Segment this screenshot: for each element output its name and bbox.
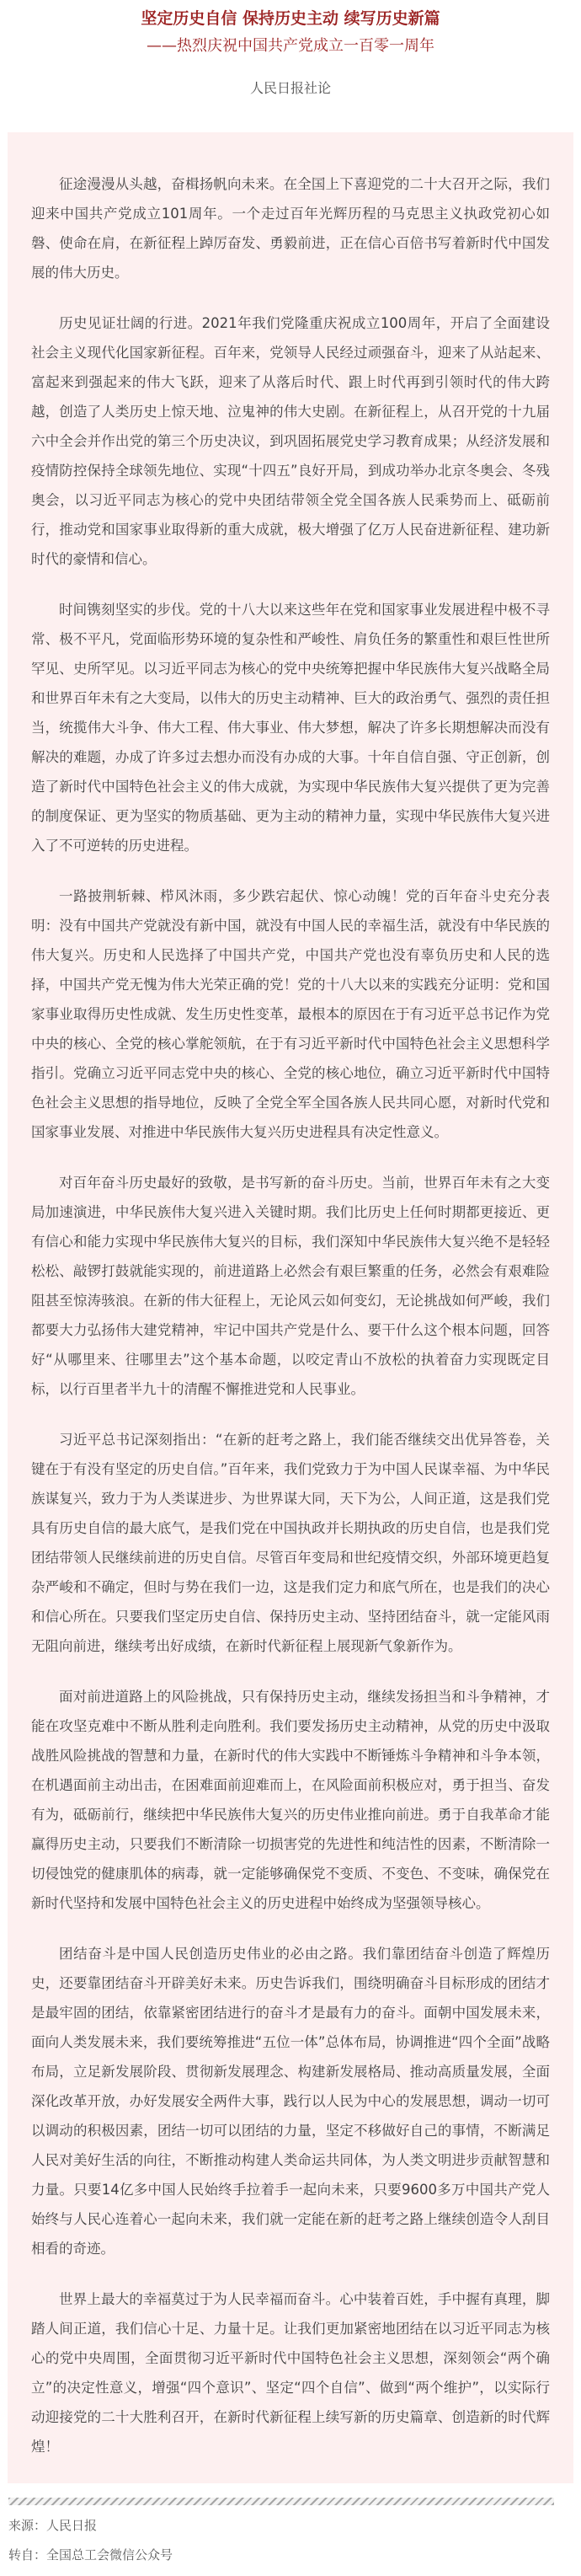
article-paragraph: 对百年奋斗历史最好的致敬，是书写新的奋斗历史。当前，世界百年未有之大变局加速演进，中华民族伟大复兴进入关键时期。我们比历史上任何时期都更接近、更有信心和能力实现中华民族伟大复兴的目标，我们深知中华民族伟大复兴绝不是轻轻松松、敲锣打鼓就能实现的，前进道路上必然会有艰巨繁重的任务，必然会有艰难险阻甚至惊涛骇浪。在新的伟大征程上，无论风云如何变幻，无论挑战如何严峻，我们都要大力弘扬伟大建党精神，牢记中国共产党是什么、要干什么这个根本问题，回答好“从哪里来、往哪里去”这个基本命题，以咬定青山不放松的执着奋力实现既定目标，以行百里者半九十的清醒不懈推进党和人民事业。 [31, 1175, 550, 1397]
repost-line: 转自：全国总工会微信公众号 [8, 2547, 173, 2563]
article-header [0, 0, 581, 98]
source-line: 来源：人民日报 [8, 2518, 98, 2533]
article-paragraph: 征途漫漫从头越，奋楫扬帆向未来。在全国上下喜迎党的二十大召开之际，我们迎来中国共产党成立101周年。一个走过百年光辉历程的马克思主义执政党初心如磐、使命在肩，在新征程上踔厉奋发、勇毅前进，正在信心百倍书写着新时代中国发展的伟大历史。 [31, 176, 550, 281]
article-byline: 人民日报社论 [249, 80, 331, 96]
article-paragraph: 世界上最大的幸福莫过于为人民幸福而奋斗。心中装着百姓，手中握有真理，脚踏人间正道，我们信心十足、力量十足。让我们更加紧密地团结在以习近平同志为核心的党中央周围，全面贯彻习近平新时代中国特色社会主义思想，深刻领会“两个确立”的决定性意义，增强“四个意识”、坚定“四个自信”、做到“两个维护”，以实际行动迎接党的二十大胜利召开，在新时代新征程上续写新的历史篇章、创造新的时代辉煌！ [31, 2291, 550, 2455]
article-footer [0, 2483, 581, 2576]
article-paragraph: 历史见证壮阔的行进。2021年我们党隆重庆祝成立100周年，开启了全面建设社会主义现代化国家新征程。百年来，党领导人民经过顽强奋斗，迎来了从站起来、富起来到强起来的伟大飞跃，迎来了从落后时代、跟上时代再到引领时代的伟大跨越，创造了人类历史上惊天地、泣鬼神的伟大史剧。在新征程上，从召开党的十九届六中全会并作出党的第三个历史决议，到巩固拓展党史学习教育成果；从经济发展和疫情防控保持全球领先地位、实现“十四五”良好开局，到成功举办北京冬奥会、冬残奥会，以习近平同志为核心的党中央团结带领全党全国各族人民乘势而上、砥砺前行，推动党和国家事业取得新的重大成就，极大增强了亿万人民奋进新征程、建功新时代的豪情和信心。 [31, 315, 550, 567]
article-paragraph: 面对前进道路上的风险挑战，只有保持历史主动，继续发扬担当和斗争精神，才能在攻坚克难中不断从胜利走向胜利。我们要发扬历史主动精神，从党的历史中汲取战胜风险挑战的智慧和力量，在新时代的伟大实践中不断锤炼斗争精神和斗争本领，在机遇面前主动出击，在困难面前迎难而上，在风险面前积极应对，勇于担当、奋发有为，砥砺前行，继续把中华民族伟大复兴的历史伟业推向前进。勇于自我革命才能赢得历史主动，只要我们不断清除一切损害党的先进性和纯洁性的因素，不断清除一切侵蚀党的健康肌体的病毒，就一定能够确保党不变质、不变色、不变味，确保党在新时代坚持和发展中国特色社会主义的历史进程中始终成为坚强领导核心。 [31, 1689, 550, 1911]
article-body-panel [8, 132, 573, 2483]
article-subtitle: ——热烈庆祝中国共产党成立一百零一周年 [147, 37, 434, 55]
article-paragraph: 团结奋斗是中国人民创造历史伟业的必由之路。我们靠团结奋斗创造了辉煌历史，还要靠团结奋斗开辟美好未来。历史告诉我们，围绕明确奋斗目标形成的团结才是最牢固的团结，依靠紧密团结进行的奋斗才是最有力的奋斗。面朝中国发展未来，面向人类发展未来，我们要统筹推进“五位一体”总体布局，协调推进“四个全面”战略布局，立足新发展阶段、贯彻新发展理念、构建新发展格局、推动高质量发展，全面深化改革开放，办好发展安全两件大事，践行以人民为中心的发展思想，调动一切可以调动的积极因素，团结一切可以团结的力量，坚定不移做好自己的事情，不断满足人民对美好生活的向往，不断推动构建人类命运共同体，为人类文明进步贡献智慧和力量。只要14亿多中国人民始终手拉着手一起向未来，只要9600多万中国共产党人始终与人民心连着心一起向未来，我们就一定能在新的赶考之路上继续创造令人刮目相看的奇迹。 [31, 1946, 550, 2257]
article-paragraph: 习近平总书记深刻指出：“在新的赶考之路上，我们能否继续交出优异答卷，关键在于有没有坚定的历史自信。”百年来，我们党致力于为中国人民谋幸福、为中华民族谋复兴，致力于为人类谋进步、为世界谋大同，天下为公，人间正道，这是我们党具有历史自信的最大底气，是我们党在中国执政并长期执政的历史自信，也是我们党团结带领人民继续前进的历史自信。尽管百年变局和世纪疫情交织，外部环境更趋复杂严峻和不确定，但时与势在我们一边，这是我们定力和底气所在，也是我们的决心和信心所在。只要我们坚定历史自信、保持历史主动、坚持团结奋斗，就一定能风雨无阻向前进，继续考出好成绩，在新时代新征程上展现新气象新作为。 [31, 1432, 550, 1654]
article-paragraph: 一路披荆斩棘、栉风沐雨，多少跌宕起伏、惊心动魄！党的百年奋斗史充分表明：没有中国共产党就没有新中国，就没有中国人民的幸福生活，就没有中华民族的伟大复兴。历史和人民选择了中国共产党，中国共产党也没有辜负历史和人民的选择，中国共产党无愧为伟大光荣正确的党！党的十八大以来的实践充分证明：党和国家事业取得历史性成就、发生历史性变革，最根本的原因在于有习近平总书记作为党中央的核心、全党的核心掌舵领航，在于有习近平新时代中国特色社会主义思想科学指引。党确立习近平同志党中央的核心、全党的核心地位，确立习近平新时代中国特色社会主义思想的指导地位，反映了全党全军全国各族人民共同心愿，对新时代党和国家事业发展、对推进中华民族伟大复兴历史进程具有决定性意义。 [31, 888, 550, 1140]
article-title: 坚定历史自信 保持历史主动 续写历史新篇 [141, 9, 440, 28]
stripes-divider [8, 2498, 554, 2505]
article-paragraph: 时间镌刻坚实的步伐。党的十八大以来这些年在党和国家事业发展进程中极不寻常、极不平凡，党面临形势环境的复杂性和严峻性、肩负任务的繁重性和艰巨性世所罕见、史所罕见。以习近平同志为核心的党中央统筹把握中华民族伟大复兴战略全局和世界百年未有之大变局，以伟大的历史主动精神、巨大的政治勇气、强烈的责任担当，统揽伟大斗争、伟大工程、伟大事业、伟大梦想，解决了许多长期想解决而没有解决的难题，办成了许多过去想办而没有办成的大事。十年自信自强、守正创新，创造了新时代中国特色社会主义的伟大成就，为实现中华民族伟大复兴提供了更为完善的制度保证、更为坚实的物质基础、更为主动的精神力量，实现中华民族伟大复兴进入了不可逆转的历史进程。 [31, 602, 550, 854]
